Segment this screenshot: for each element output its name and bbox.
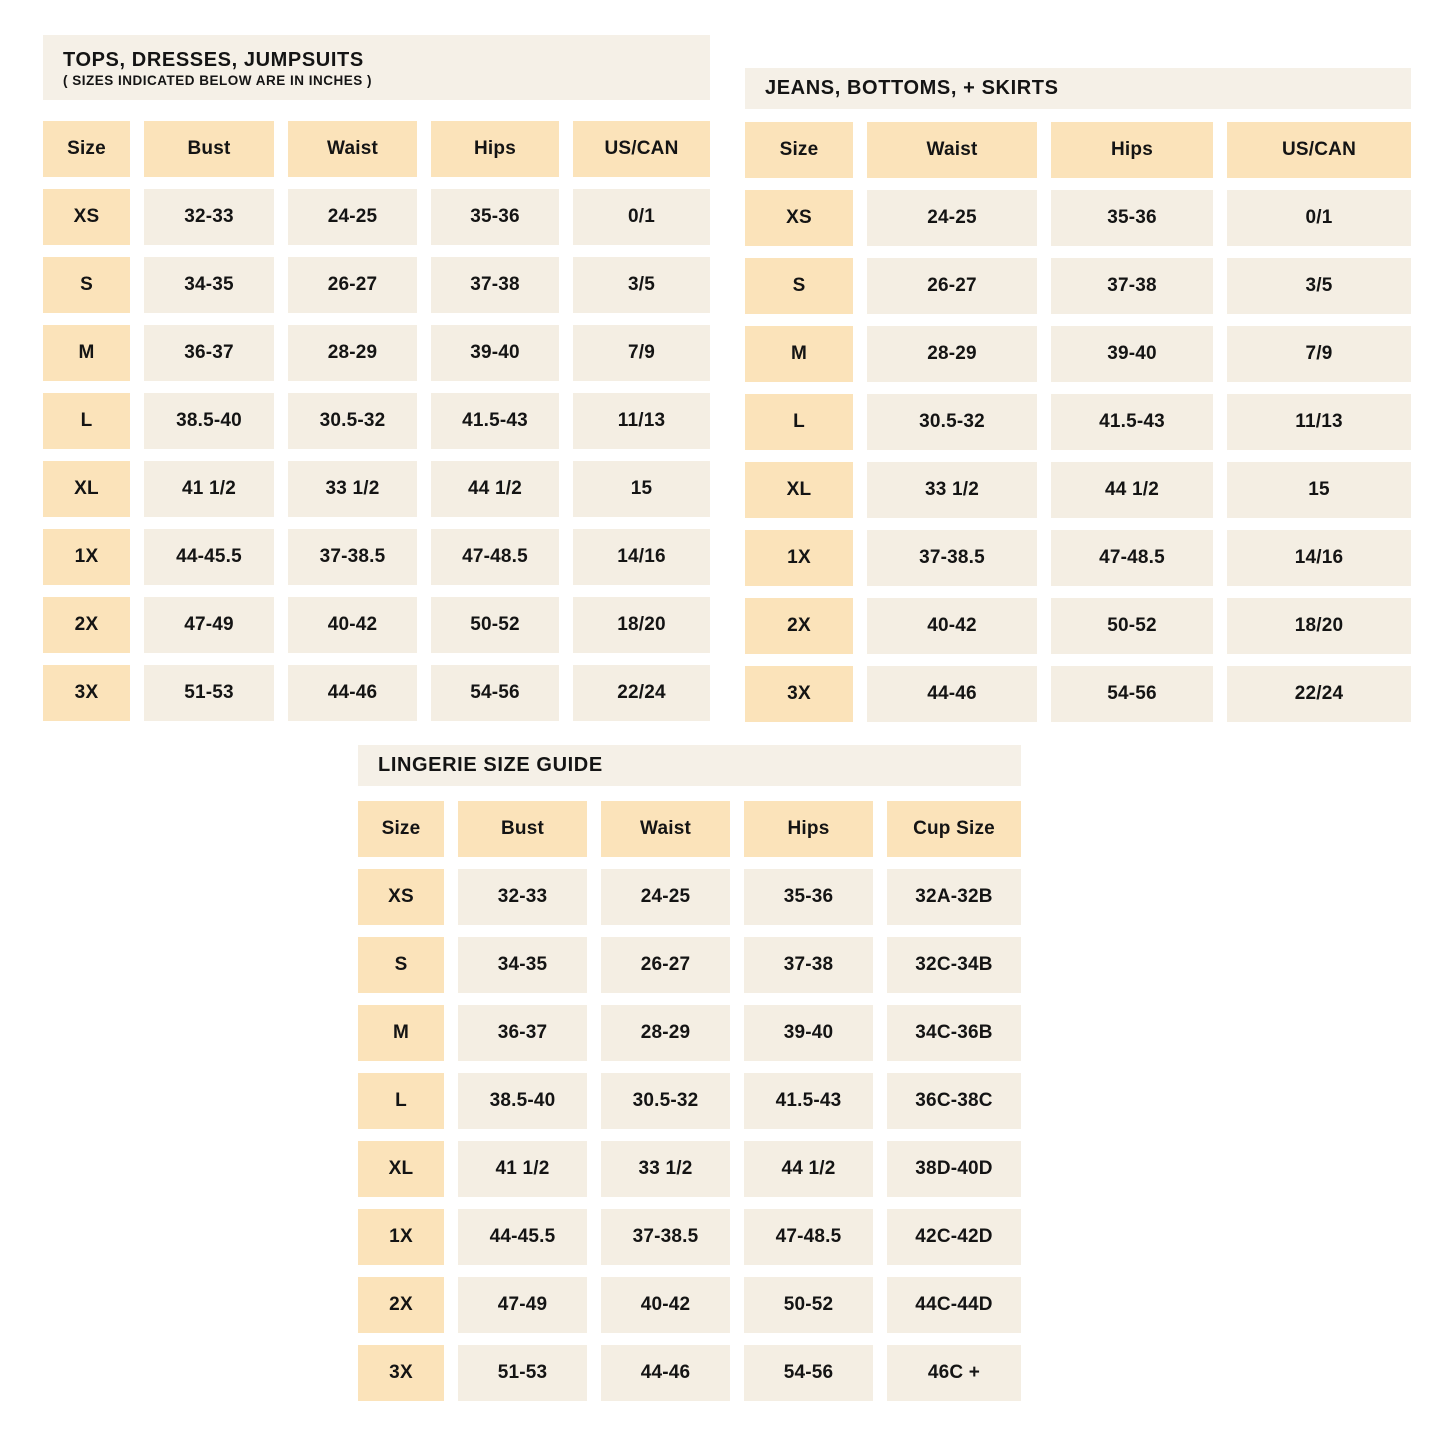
data-cell: 36C-38C (887, 1073, 1021, 1129)
data-cell: 15 (573, 461, 710, 517)
column-header: Size (43, 121, 130, 177)
size-cell: 3X (43, 665, 130, 721)
data-cell: 24-25 (601, 869, 730, 925)
data-cell: 0/1 (573, 189, 710, 245)
size-cell: L (745, 394, 853, 450)
data-cell: 42C-42D (887, 1209, 1021, 1265)
column-header: Waist (601, 801, 730, 857)
data-cell: 47-49 (144, 597, 274, 653)
size-cell: S (358, 937, 444, 993)
size-cell: XS (745, 190, 853, 246)
size-cell: S (43, 257, 130, 313)
size-cell: 3X (358, 1345, 444, 1401)
data-cell: 39-40 (744, 1005, 873, 1061)
data-cell: 14/16 (1227, 530, 1411, 586)
data-cell: 40-42 (601, 1277, 730, 1333)
data-cell: 44 1/2 (744, 1141, 873, 1197)
column-header: Bust (144, 121, 274, 177)
data-cell: 7/9 (573, 325, 710, 381)
table-tops-dresses-jumpsuits (43, 35, 710, 721)
data-cell: 32C-34B (887, 937, 1021, 993)
data-cell: 34C-36B (887, 1005, 1021, 1061)
data-cell: 26-27 (288, 257, 417, 313)
jeans-size-table (745, 122, 1411, 722)
data-cell: 28-29 (867, 326, 1037, 382)
size-cell: 1X (358, 1209, 444, 1265)
data-cell: 47-48.5 (744, 1209, 873, 1265)
data-cell: 40-42 (867, 598, 1037, 654)
data-cell: 35-36 (744, 869, 873, 925)
column-header: Cup Size (887, 801, 1021, 857)
data-cell: 33 1/2 (288, 461, 417, 517)
data-cell: 37-38 (1051, 258, 1213, 314)
data-cell: 37-38.5 (867, 530, 1037, 586)
lingerie-size-table (358, 801, 1021, 1401)
column-header: Bust (458, 801, 587, 857)
data-cell: 32-33 (144, 189, 274, 245)
data-cell: 44-45.5 (144, 529, 274, 585)
data-cell: 39-40 (1051, 326, 1213, 382)
data-cell: 35-36 (431, 189, 559, 245)
data-cell: 38.5-40 (458, 1073, 587, 1129)
size-cell: L (358, 1073, 444, 1129)
data-cell: 33 1/2 (601, 1141, 730, 1197)
size-cell: XL (43, 461, 130, 517)
column-header: Waist (867, 122, 1037, 178)
data-cell: 37-38.5 (288, 529, 417, 585)
data-cell: 32A-32B (887, 869, 1021, 925)
data-cell: 37-38 (744, 937, 873, 993)
size-cell: L (43, 393, 130, 449)
data-cell: 28-29 (288, 325, 417, 381)
data-cell: 54-56 (1051, 666, 1213, 722)
column-header: US/CAN (573, 121, 710, 177)
data-cell: 50-52 (431, 597, 559, 653)
size-cell: 2X (43, 597, 130, 653)
data-cell: 54-56 (744, 1345, 873, 1401)
size-cell: S (745, 258, 853, 314)
column-header: Waist (288, 121, 417, 177)
data-cell: 38.5-40 (144, 393, 274, 449)
table-jeans-bottoms-skirts (745, 68, 1411, 722)
tops-title: TOPS, DRESSES, JUMPSUITS (63, 48, 364, 71)
data-cell: 0/1 (1227, 190, 1411, 246)
data-cell: 41.5-43 (1051, 394, 1213, 450)
data-cell: 44-46 (601, 1345, 730, 1401)
data-cell: 18/20 (573, 597, 710, 653)
data-cell: 44-45.5 (458, 1209, 587, 1265)
data-cell: 24-25 (867, 190, 1037, 246)
size-cell: 2X (358, 1277, 444, 1333)
data-cell: 39-40 (431, 325, 559, 381)
table-lingerie-size-guide (358, 745, 1021, 1401)
data-cell: 51-53 (458, 1345, 587, 1401)
data-cell: 14/16 (573, 529, 710, 585)
data-cell: 44C-44D (887, 1277, 1021, 1333)
data-cell: 54-56 (431, 665, 559, 721)
data-cell: 41 1/2 (458, 1141, 587, 1197)
size-cell: 3X (745, 666, 853, 722)
data-cell: 35-36 (1051, 190, 1213, 246)
data-cell: 44 1/2 (1051, 462, 1213, 518)
data-cell: 41.5-43 (431, 393, 559, 449)
data-cell: 11/13 (573, 393, 710, 449)
size-cell: M (43, 325, 130, 381)
column-header: US/CAN (1227, 122, 1411, 178)
data-cell: 47-48.5 (1051, 530, 1213, 586)
data-cell: 30.5-32 (288, 393, 417, 449)
data-cell: 50-52 (1051, 598, 1213, 654)
lingerie-title: LINGERIE SIZE GUIDE (378, 754, 603, 776)
data-cell: 36-37 (458, 1005, 587, 1061)
data-cell: 47-49 (458, 1277, 587, 1333)
size-cell: XS (43, 189, 130, 245)
column-header: Size (745, 122, 853, 178)
data-cell: 11/13 (1227, 394, 1411, 450)
data-cell: 30.5-32 (601, 1073, 730, 1129)
data-cell: 15 (1227, 462, 1411, 518)
column-header: Hips (744, 801, 873, 857)
data-cell: 32-33 (458, 869, 587, 925)
data-cell: 40-42 (288, 597, 417, 653)
size-cell: M (745, 326, 853, 382)
data-cell: 50-52 (744, 1277, 873, 1333)
size-cell: XL (358, 1141, 444, 1197)
data-cell: 36-37 (144, 325, 274, 381)
data-cell: 38D-40D (887, 1141, 1021, 1197)
data-cell: 47-48.5 (431, 529, 559, 585)
size-cell: 1X (745, 530, 853, 586)
lingerie-title-band (358, 745, 1021, 786)
data-cell: 26-27 (601, 937, 730, 993)
data-cell: 44-46 (867, 666, 1037, 722)
size-cell: 1X (43, 529, 130, 585)
data-cell: 30.5-32 (867, 394, 1037, 450)
size-cell: M (358, 1005, 444, 1061)
data-cell: 46C + (887, 1345, 1021, 1401)
tops-subtitle: ( SIZES INDICATED BELOW ARE IN INCHES ) (63, 72, 373, 88)
size-cell: 2X (745, 598, 853, 654)
column-header: Size (358, 801, 444, 857)
data-cell: 34-35 (458, 937, 587, 993)
data-cell: 41.5-43 (744, 1073, 873, 1129)
size-cell: XL (745, 462, 853, 518)
data-cell: 37-38.5 (601, 1209, 730, 1265)
size-cell: XS (358, 869, 444, 925)
data-cell: 24-25 (288, 189, 417, 245)
data-cell: 37-38 (431, 257, 559, 313)
data-cell: 3/5 (573, 257, 710, 313)
jeans-title: JEANS, BOTTOMS, + SKIRTS (765, 77, 1059, 99)
jeans-title-band (745, 68, 1411, 109)
data-cell: 34-35 (144, 257, 274, 313)
column-header: Hips (431, 121, 559, 177)
data-cell: 44 1/2 (431, 461, 559, 517)
tops-size-table (43, 121, 710, 721)
tops-title-band (43, 35, 710, 100)
data-cell: 41 1/2 (144, 461, 274, 517)
data-cell: 28-29 (601, 1005, 730, 1061)
column-header: Hips (1051, 122, 1213, 178)
data-cell: 26-27 (867, 258, 1037, 314)
data-cell: 22/24 (1227, 666, 1411, 722)
data-cell: 3/5 (1227, 258, 1411, 314)
data-cell: 51-53 (144, 665, 274, 721)
data-cell: 44-46 (288, 665, 417, 721)
data-cell: 18/20 (1227, 598, 1411, 654)
data-cell: 22/24 (573, 665, 710, 721)
data-cell: 7/9 (1227, 326, 1411, 382)
data-cell: 33 1/2 (867, 462, 1037, 518)
